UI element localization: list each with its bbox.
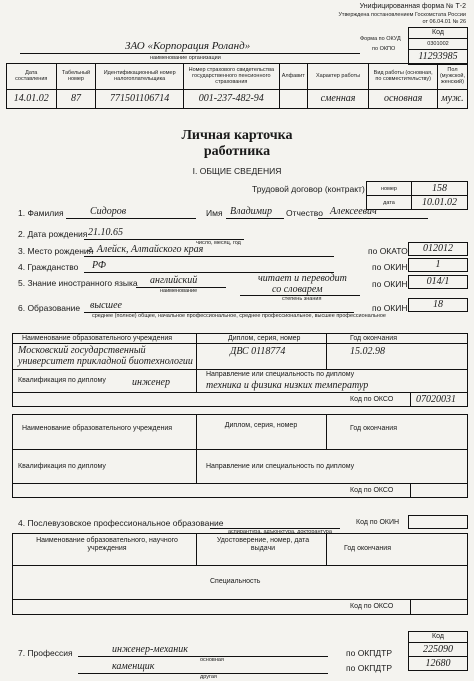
okud-code: 0301002	[409, 39, 468, 50]
birthplace-line	[84, 256, 334, 257]
language-level: читает и переводит	[258, 273, 347, 284]
edu2-vline-d	[410, 483, 411, 498]
edu1-year: 15.02.98	[350, 346, 385, 357]
postgrad-okso-label: Код по ОКСО	[350, 603, 394, 610]
edu2-okso-line	[12, 483, 468, 484]
name-value: Владимир	[230, 206, 273, 217]
birthdate-value: 21.10.65	[88, 227, 123, 238]
birthplace-label: 3. Место рождения	[18, 246, 94, 256]
postgrad-inst-label: Наименование образовательного, научного учреждения	[36, 537, 178, 552]
contract-number: 158	[412, 182, 468, 196]
edu1-okso-label: Код по ОКСО	[350, 396, 394, 403]
edu2-row-line	[12, 449, 468, 450]
profession-main-code: 225090	[409, 643, 468, 657]
surname-line	[66, 218, 196, 219]
citizenship-label: 4. Гражданство	[18, 262, 79, 272]
edu1-vline-a	[196, 333, 197, 369]
postgrad-okso-line	[12, 599, 468, 600]
edu2-vline-b	[326, 414, 327, 449]
language-caption: наименование	[160, 288, 198, 294]
th-inn: Идентификационный номер налогоплательщика	[96, 64, 183, 90]
code-header: Код	[409, 28, 468, 39]
contract-label: Трудовой договор (контракт)	[252, 184, 365, 194]
language-level-2: со словарем	[272, 284, 323, 295]
card-title-1: Личная карточка	[181, 128, 293, 143]
th-date: Дата составления	[7, 64, 57, 90]
contract-box	[366, 181, 468, 210]
edu1-inst-line1: Московский государственный	[18, 345, 146, 356]
okpo-code: 11293985	[409, 50, 468, 65]
organization-name: ЗАО «Корпорация Роланд»	[125, 40, 251, 52]
citizenship-code: 1	[408, 258, 468, 272]
org-caption: наименование организации	[150, 55, 221, 61]
postgrad-spec-label: Специальность	[210, 578, 261, 585]
language-okin-label: по ОКИН	[372, 279, 408, 289]
surname-value: Сидоров	[90, 206, 127, 217]
edu1-doc: ДВС 0118774	[230, 346, 286, 357]
contract-number-label: номер	[367, 182, 412, 196]
edu2-vline-a	[196, 414, 197, 449]
edu1-vline-c	[196, 369, 197, 392]
th-work-type: Вид работы (основная, по совместительству)	[369, 64, 438, 90]
postgrad-caption: аспирантура, адъюнктура, докторантура	[228, 529, 332, 535]
personnel-top-table	[6, 63, 468, 109]
contract-date-label: дата	[367, 196, 412, 210]
edu1-inst-line2: университет прикладной биотехнологии	[18, 356, 193, 367]
postgrad-okin-label: Код по ОКИН	[356, 519, 400, 526]
edu2-qual-label: Квалификация по диплому	[18, 463, 106, 470]
name-label: Имя	[206, 208, 223, 218]
cell-alphabet	[279, 89, 307, 108]
edu1-spec: техника и физика низких температур	[206, 380, 369, 391]
postgrad-vline-c	[410, 599, 411, 615]
edu2-year-label: Год окончания	[350, 425, 397, 432]
edu1-okso-line	[12, 392, 468, 393]
patronymic-label: Отчество	[286, 208, 323, 218]
edu1-spec-label: Направление или специальность по диплому	[206, 371, 355, 378]
approval-note: Утверждена постановлением Госкомстата России	[338, 12, 466, 18]
th-tab-number: Табельный номер	[56, 64, 96, 90]
language-level-caption: степень знания	[282, 296, 322, 302]
th-snils: Номер страхового свидетельства государственного пенсионного страхования	[183, 64, 279, 90]
okato-label: по ОКАТО	[368, 246, 408, 256]
edu1-row-line	[12, 369, 468, 370]
contract-date: 10.01.02	[412, 196, 468, 210]
cell-tab-number: 87	[56, 89, 96, 108]
postgrad-vline-a	[196, 533, 197, 565]
edu1-qual: инженер	[132, 377, 170, 388]
okpdtr-label-1: по ОКПДТР	[346, 648, 392, 658]
edu1-year-label: Год окончания	[350, 335, 397, 342]
postgrad-label: 4. Послевузовское профессиональное образование	[18, 518, 224, 528]
profession-other-caption: другая	[200, 674, 217, 680]
language-label: 5. Знание иностранного языка	[18, 278, 138, 288]
okpo-label: по ОКПО	[372, 46, 396, 52]
birthdate-hint: число, месяц, год	[196, 240, 241, 246]
edu1-okso: 07020031	[416, 394, 456, 405]
org-underline	[20, 53, 360, 54]
okato-code: 012012	[408, 242, 468, 256]
name-line	[226, 218, 284, 219]
edu1-header-line	[12, 343, 468, 344]
cell-work-type: основная	[369, 89, 438, 108]
form-number: Унифицированная форма № Т-2	[359, 3, 466, 10]
card-title-2: работника	[203, 144, 271, 159]
profession-main: инженер-механик	[112, 644, 188, 655]
okud-label: Форма по ОКУД	[360, 36, 401, 42]
education-label: 6. Образование	[18, 303, 81, 313]
education-caption: среднее (полное) общее, начальное профессиональное, среднее профессиональное, высшее профессиональное	[92, 313, 386, 319]
education-code: 18	[408, 298, 468, 312]
th-sex: Пол (мужской, женский)	[437, 64, 467, 90]
language-code: 014/1	[408, 275, 468, 289]
education-value: высшее	[90, 300, 122, 311]
cell-date: 14.01.02	[7, 89, 57, 108]
profession-other: каменщик	[112, 661, 155, 672]
th-work-character: Характер работы	[307, 64, 369, 90]
cell-work-character: сменная	[307, 89, 369, 108]
citizenship-value: РФ	[92, 260, 106, 271]
patronymic-line	[318, 218, 428, 219]
cell-sex: муж.	[437, 89, 467, 108]
approval-date: от 06.04.01 № 26	[422, 19, 466, 25]
section-general: I. ОБЩИЕ СВЕДЕНИЯ	[192, 166, 282, 176]
profession-main-caption: основная	[200, 657, 224, 663]
patronymic-value: Алексеевич	[330, 206, 377, 217]
okpdtr-label-2: по ОКПДТР	[346, 663, 392, 673]
cell-inn: 771501106714	[96, 89, 183, 108]
language-value: английский	[150, 275, 198, 286]
edu1-qual-label: Квалификация по диплому	[18, 377, 106, 384]
profession-code-box	[408, 631, 468, 671]
edu2-okso-label: Код по ОКСО	[350, 487, 394, 494]
postgrad-vline-b	[326, 533, 327, 565]
postgrad-row-line	[12, 565, 468, 566]
edu1-vline-d	[410, 392, 411, 407]
education-okin-label: по ОКИН	[372, 303, 408, 313]
edu2-inst-label: Наименование образовательного учреждения	[22, 425, 173, 432]
citizenship-okin-label: по ОКИН	[372, 262, 408, 272]
code-box	[408, 27, 468, 65]
edu2-spec-label: Направление или специальность по диплому	[206, 463, 355, 470]
edu2-doc-label: Диплом, серия, номер	[224, 422, 298, 429]
surname-label: 1. Фамилия	[18, 208, 64, 218]
edu1-vline-b	[326, 333, 327, 369]
th-alphabet: Алфавит	[279, 64, 307, 90]
edu1-doc-label: Диплом, серия, номер	[228, 335, 301, 342]
cell-snils: 001-237-482-94	[183, 89, 279, 108]
profession-code-header: Код	[409, 632, 468, 643]
profession-other-code: 12680	[409, 657, 468, 671]
birthplace-value: г. Алейск, Алтайского края	[88, 244, 204, 255]
postgrad-year-label: Год окончания	[344, 545, 391, 552]
postgrad-okin-box	[408, 515, 468, 529]
birthdate-label: 2. Дата рождения	[18, 229, 88, 239]
postgrad-doc-label: Удостоверение, номер, дата выдачи	[216, 537, 310, 552]
edu2-vline-c	[196, 449, 197, 483]
profession-label: 7. Профессия	[18, 648, 73, 658]
edu1-inst-label: Наименование образовательного учреждения	[22, 335, 173, 342]
